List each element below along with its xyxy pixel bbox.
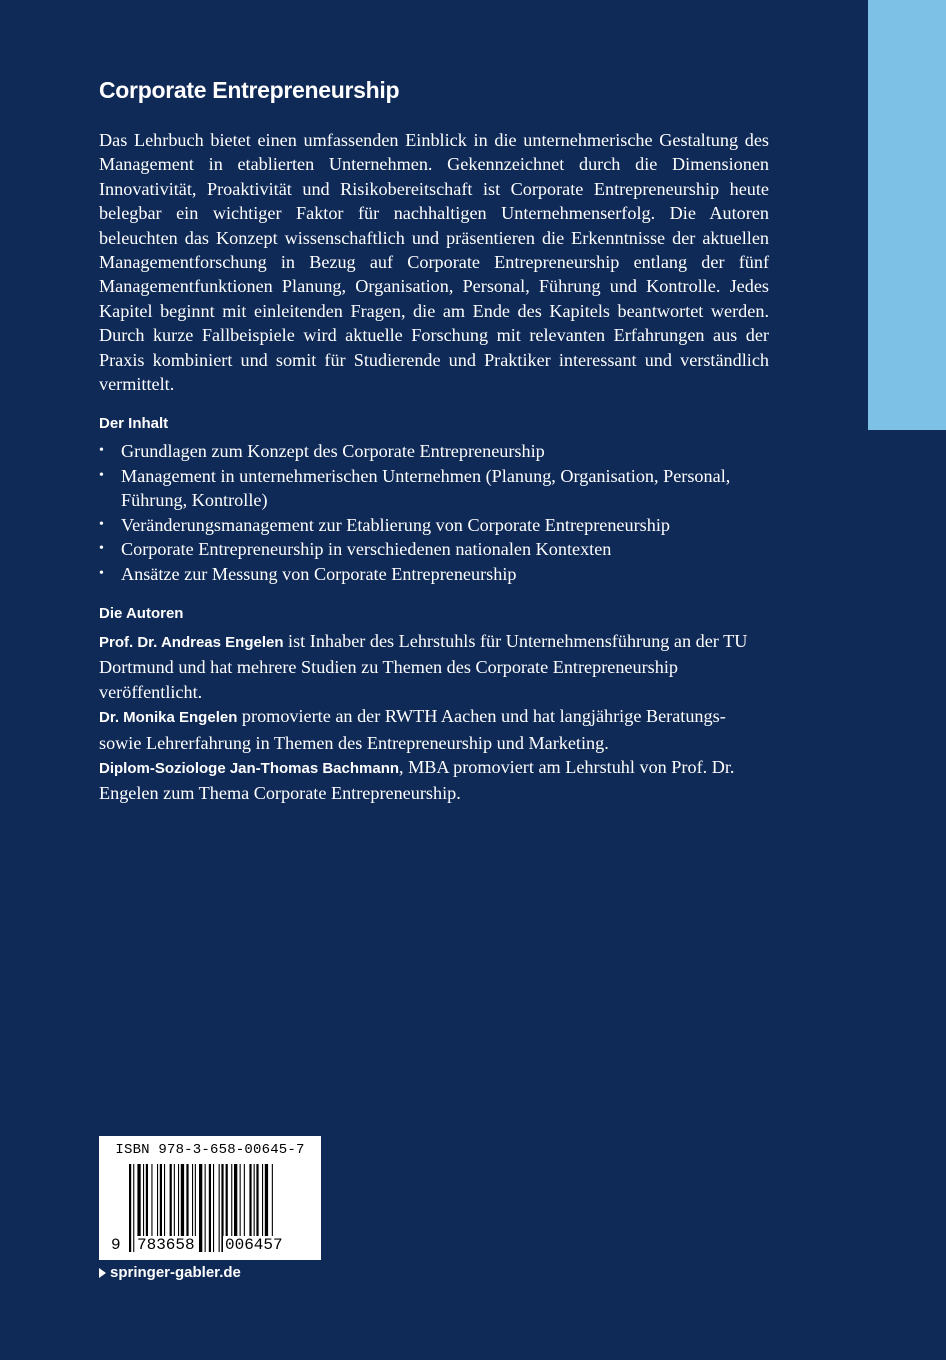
back-cover-text — [99, 70, 769, 806]
bullet-icon: • — [99, 516, 104, 532]
book-title: Corporate Entrepreneurship — [99, 77, 400, 103]
publisher-url: springer-gabler.de — [110, 1264, 241, 1281]
author-entry — [99, 629, 769, 704]
list-item: • Grundlagen zum Konzept des Corporate Entrepreneurship — [99, 439, 769, 463]
author-bio: ist Inhaber des Lehrstuhls für Unternehmensführung an der TU Dortmund und hat mehrere Studien zu Themen des Corporate Entrepreneurship veröffentlicht. — [99, 630, 748, 702]
isbn-barcode: ISBN 978-3-658-00645-7 9 783658 006457 — [99, 1136, 321, 1260]
author-bio: , MBA promoviert am Lehrstuhl von Prof. Dr. Engelen zum Thema Corporate Entrepreneurship. — [99, 756, 735, 804]
bullet-icon: • — [99, 541, 104, 557]
author-entry — [99, 704, 769, 755]
publisher-link[interactable] — [99, 1264, 241, 1281]
list-item: • Veränderungsmanagement zur Etablierung von Corporate Entrepreneurship — [99, 513, 769, 537]
contents-list — [99, 439, 769, 585]
author-name: Dr. Monika Engelen — [99, 709, 238, 727]
isbn-label: ISBN 978-3-658-00645-7 — [115, 1142, 305, 1158]
contents-heading: Der Inhalt — [99, 415, 169, 433]
intro-paragraph: Das Lehrbuch bietet einen umfassenden Einblick in die unternehmerische Gestaltung des Management in etablierten Unternehmen. Gekennzeichnet durch die Dimensionen Innovativität, Proaktivität und Risikobereitschaft ist Corporate Entrepreneurship heute belegbar ein wichtiger Faktor für nachhaltigen Unternehmenserfolg. Die Autoren beleuchten das Konzept wissenschaftlich und präsentieren die Erkenntnisse der aktuellen Managementforschung in Bezug auf Corporate Entrepreneurship entlang der fünf Managementfunktionen Planung, Organisation, Personal, Führung und Kontrolle. Jedes Kapitel beginnt mit einleitenden Fragen, die am Ende des Kapitels beantwortet werden. Durch kurze Fallbeispiele wird aktuelle Forschung mit relevanten Erfahrungen aus der Praxis kombiniert und somit für Studierende und Praktiker interessant und verständlich vermittelt. — [99, 130, 769, 395]
authors-heading: Die Autoren — [99, 604, 184, 622]
list-item: • Corporate Entrepreneurship in verschiedenen nationalen Kontexten — [99, 537, 769, 561]
bullet-icon: • — [99, 565, 104, 581]
author-name: Diplom-Soziologe Jan-Thomas Bachmann — [99, 759, 400, 777]
author-bio: promovierte an der RWTH Aachen und hat langjährige Beratungs- sowie Lehrerfahrung in Themen des Entrepreneurship und Marketing. — [99, 706, 726, 753]
author-name: Prof. Dr. Andreas Engelen — [99, 633, 284, 651]
list-item: • Management in unternehmerischen Unternehmen (Planung, Organisation, Personal, Führung, Kontrolle) — [99, 465, 731, 511]
bullet-icon: • — [99, 467, 104, 483]
accent-strip — [868, 0, 946, 430]
arrow-right-icon — [99, 1268, 106, 1278]
bullet-icon: • — [99, 443, 104, 459]
author-entry — [99, 755, 769, 806]
list-item: • Ansätze zur Messung von Corporate Entrepreneurship — [99, 562, 769, 586]
